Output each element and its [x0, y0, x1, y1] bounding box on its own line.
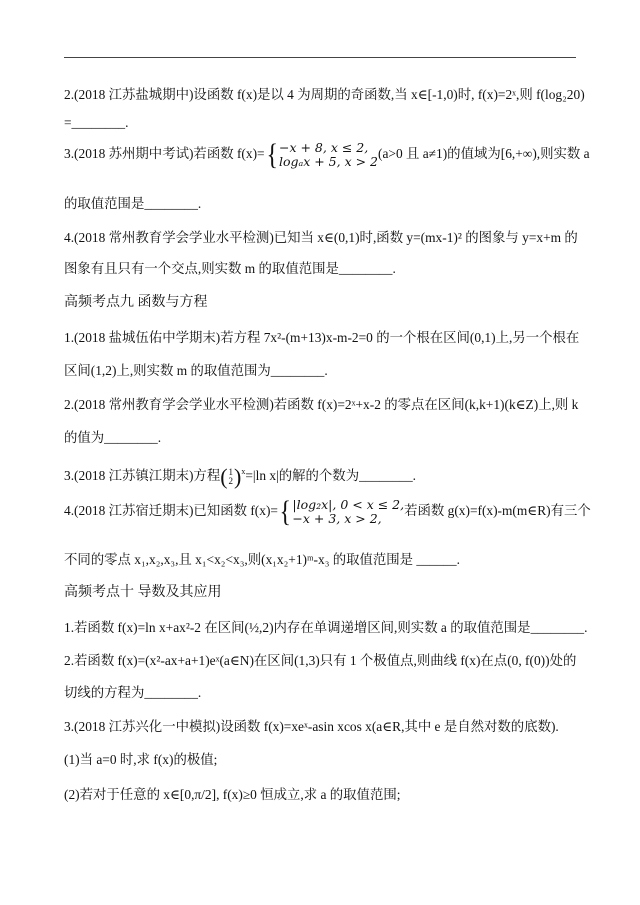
s9-problem-3-prefix: 3.(2018 江苏镇江期末)方程 [64, 468, 221, 483]
fraction-half [229, 468, 234, 486]
case-2: logₐx + 5, x > 2 [278, 154, 378, 169]
interval-0-pi-2: [0,π/2] [179, 787, 217, 802]
section-heading-9: 高频考点九 函数与方程 [64, 295, 208, 310]
fraction-denominator: 2 [228, 475, 234, 486]
s10-problem-1-prefix: 1.若函数 f(x)=ln x+ax²-2 在区间 [64, 620, 245, 635]
piecewise-cases-2 [292, 498, 404, 526]
s10-problem-2-line-2: 切线的方程为________. [64, 685, 202, 700]
piecewise-brace: { [266, 138, 278, 171]
case-1b: |log₂x|, 0 < x ≤ 2, [292, 497, 405, 512]
problem-3-prefix: 3.(2018 苏州期中考试)若函数 f(x)= [64, 146, 265, 162]
s9-problem-1-line-1: 1.(2018 盐城伍佑中学期末)若方程 7x²-(m+13)x-m-2=0 的一个根在区间(0,1)上,另一个根在 [64, 330, 580, 345]
header-rule [64, 57, 576, 58]
s10-problem-1 [64, 619, 587, 637]
interval-half-2: (½,2) [244, 620, 274, 635]
s9-problem-3-suffix: =|ln x|的解的个数为________. [245, 468, 417, 483]
s9-problem-1-line-2: 区间(1,2)上,则实数 m 的取值范围为________. [64, 363, 328, 378]
section-heading-10: 高频考点十 导数及其应用 [64, 585, 222, 600]
piecewise-brace-2: { [279, 495, 291, 528]
s10-problem-3-line-1: 3.(2018 江苏兴化一中模拟)设函数 f(x)=xeˣ-asin xcos x(a∈R,其中 e 是自然对数的底数). [64, 719, 559, 734]
s10-problem-3-part-2 [64, 786, 400, 804]
part-2-suffix: , f(x)≥0 恒成立,求 a 的取值范围; [216, 787, 401, 802]
fraction-numerator: 1 [228, 466, 234, 477]
s9-problem-3: 3.(2018 江苏镇江期末)方程( 1 2 )$^x$=|ln x|的解的个数为________. [64, 463, 417, 489]
s9-problem-4-line-1 [64, 497, 591, 527]
part-2-prefix: (2)若对于任意的 x∈ [64, 787, 180, 802]
s9-problem-2-line-2: 的值为________. [64, 430, 162, 445]
problem-3-line-1 [64, 140, 590, 170]
s9-problem-4-prefix: 4.(2018 江苏宿迁期末)已知函数 f(x)= [64, 503, 278, 519]
s9-problem-4-line-2: 不同的零点 x₁,x₂,x₃,且 x₁<x₂<x₃,则(x₁x₂+1)ᵐ-x₃ 的取值范围是 ______. [64, 552, 460, 567]
problem-3-line-2: 的取值范围是________. [64, 196, 202, 211]
problem-4-line-1: 4.(2018 常州教育学会学业水平检测)已知当 x∈(0,1)时,函数 y=(mx-1)² 的图象与 y=x+m 的 [64, 230, 578, 245]
case-2b: −x + 3, x > 2, [292, 511, 382, 526]
piecewise-cases [279, 141, 378, 169]
problem-2-line-2: =________. [64, 115, 129, 130]
problem-3-suffix: (a>0 且 a≠1)的值域为[6,+∞),则实数 a [378, 146, 590, 162]
s10-problem-2-line-1: 2.若函数 f(x)=(x²-ax+a+1)eˣ(a∈N)在区间(1,3)只有 1 个极值点,则曲线 f(x)在点(0, f(0))处的 [64, 653, 577, 668]
s10-problem-3-part-1: (1)当 a=0 时,求 f(x)的极值; [64, 752, 218, 767]
problem-2-line-1: 2.(2018 江苏盐城期中)设函数 f(x)是以 4 为周期的奇函数,当 x∈[-1,0)时, f(x)=2ˣ,则 f(log₂20) [64, 87, 585, 102]
case-1: −x + 8, x ≤ 2, [278, 140, 369, 155]
s9-problem-2-line-1: 2.(2018 常州教育学会学业水平检测)若函数 f(x)=2ˣ+x-2 的零点在区间(k,k+1)(k∈Z)上,则 k [64, 397, 579, 412]
s9-problem-4-suffix: 若函数 g(x)=f(x)-m(m∈R)有三个 [404, 503, 591, 519]
exponent: x [241, 467, 246, 476]
problem-4-line-2: 图象有且只有一个交点,则实数 m 的取值范围是________. [64, 261, 396, 276]
s10-problem-1-suffix: 内存在单调递增区间,则实数 a 的取值范围是________. [273, 620, 588, 635]
